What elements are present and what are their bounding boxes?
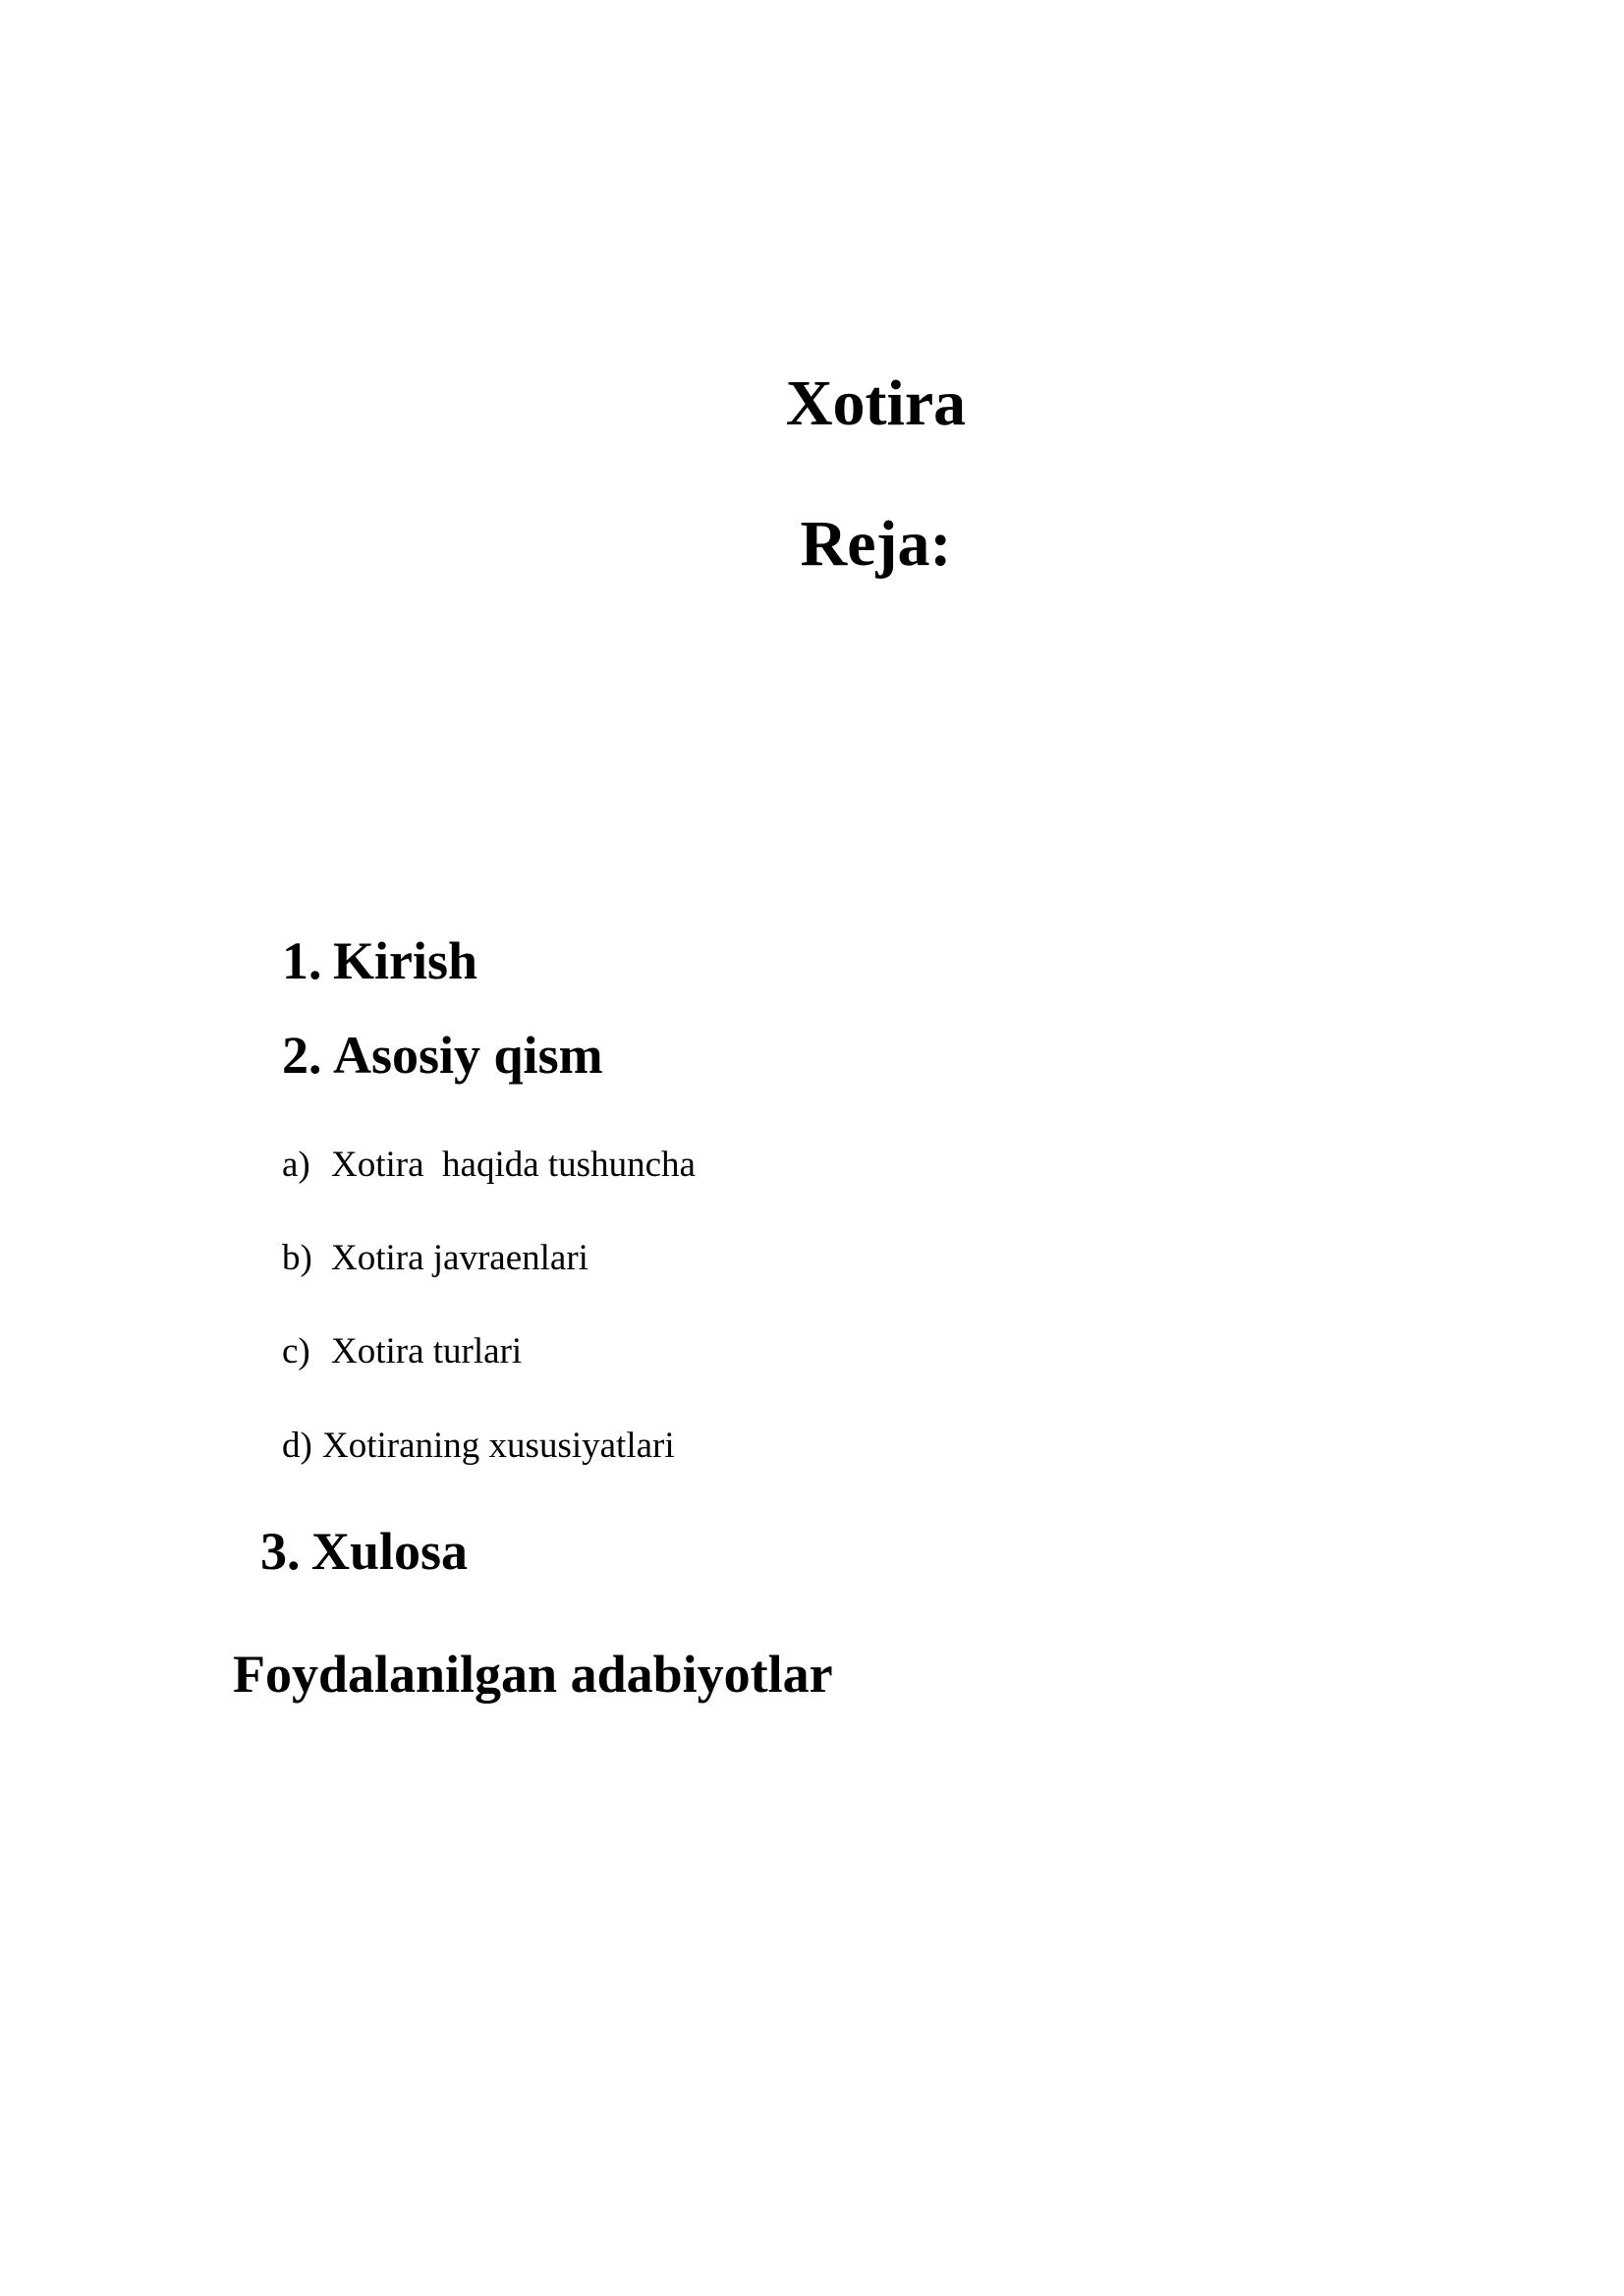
plan-subitem-marker: d) xyxy=(282,1426,312,1466)
plan-item-kirish xyxy=(282,931,478,990)
plan-subitem-c xyxy=(282,1333,522,1370)
plan-subitem-marker: c) xyxy=(282,1331,310,1372)
plan-item-label: Kirish xyxy=(333,931,478,990)
plan-item-number: 1. xyxy=(282,931,322,990)
plan-references: Foydalanilgan adabiyotlar xyxy=(233,1645,833,1704)
plan-subitem-marker: a) xyxy=(282,1145,310,1185)
plan-subitem-marker: b) xyxy=(282,1238,312,1278)
plan-heading: Reja: xyxy=(800,508,952,580)
plan-subitem-b xyxy=(282,1240,588,1276)
plan-subitem-label: Xotira haqida tushuncha xyxy=(331,1145,696,1185)
plan-item-label: Asosiy qism xyxy=(333,1026,603,1085)
plan-item-label: Xulosa xyxy=(311,1522,469,1581)
plan-subitem-a xyxy=(282,1147,696,1183)
document-title: Xotira xyxy=(785,367,967,439)
plan-subitem-label: Xotiraning xususiyatlari xyxy=(322,1426,675,1466)
plan-item-number: 3. xyxy=(260,1522,301,1581)
plan-item-number: 2. xyxy=(282,1026,322,1085)
plan-subitem-d xyxy=(282,1428,675,1464)
plan-item-xulosa xyxy=(260,1522,469,1581)
plan-subitem-label: Xotira turlari xyxy=(331,1331,523,1372)
plan-item-asosiy-qism xyxy=(282,1026,603,1085)
plan-subitem-label: Xotira javraenlari xyxy=(331,1238,588,1278)
